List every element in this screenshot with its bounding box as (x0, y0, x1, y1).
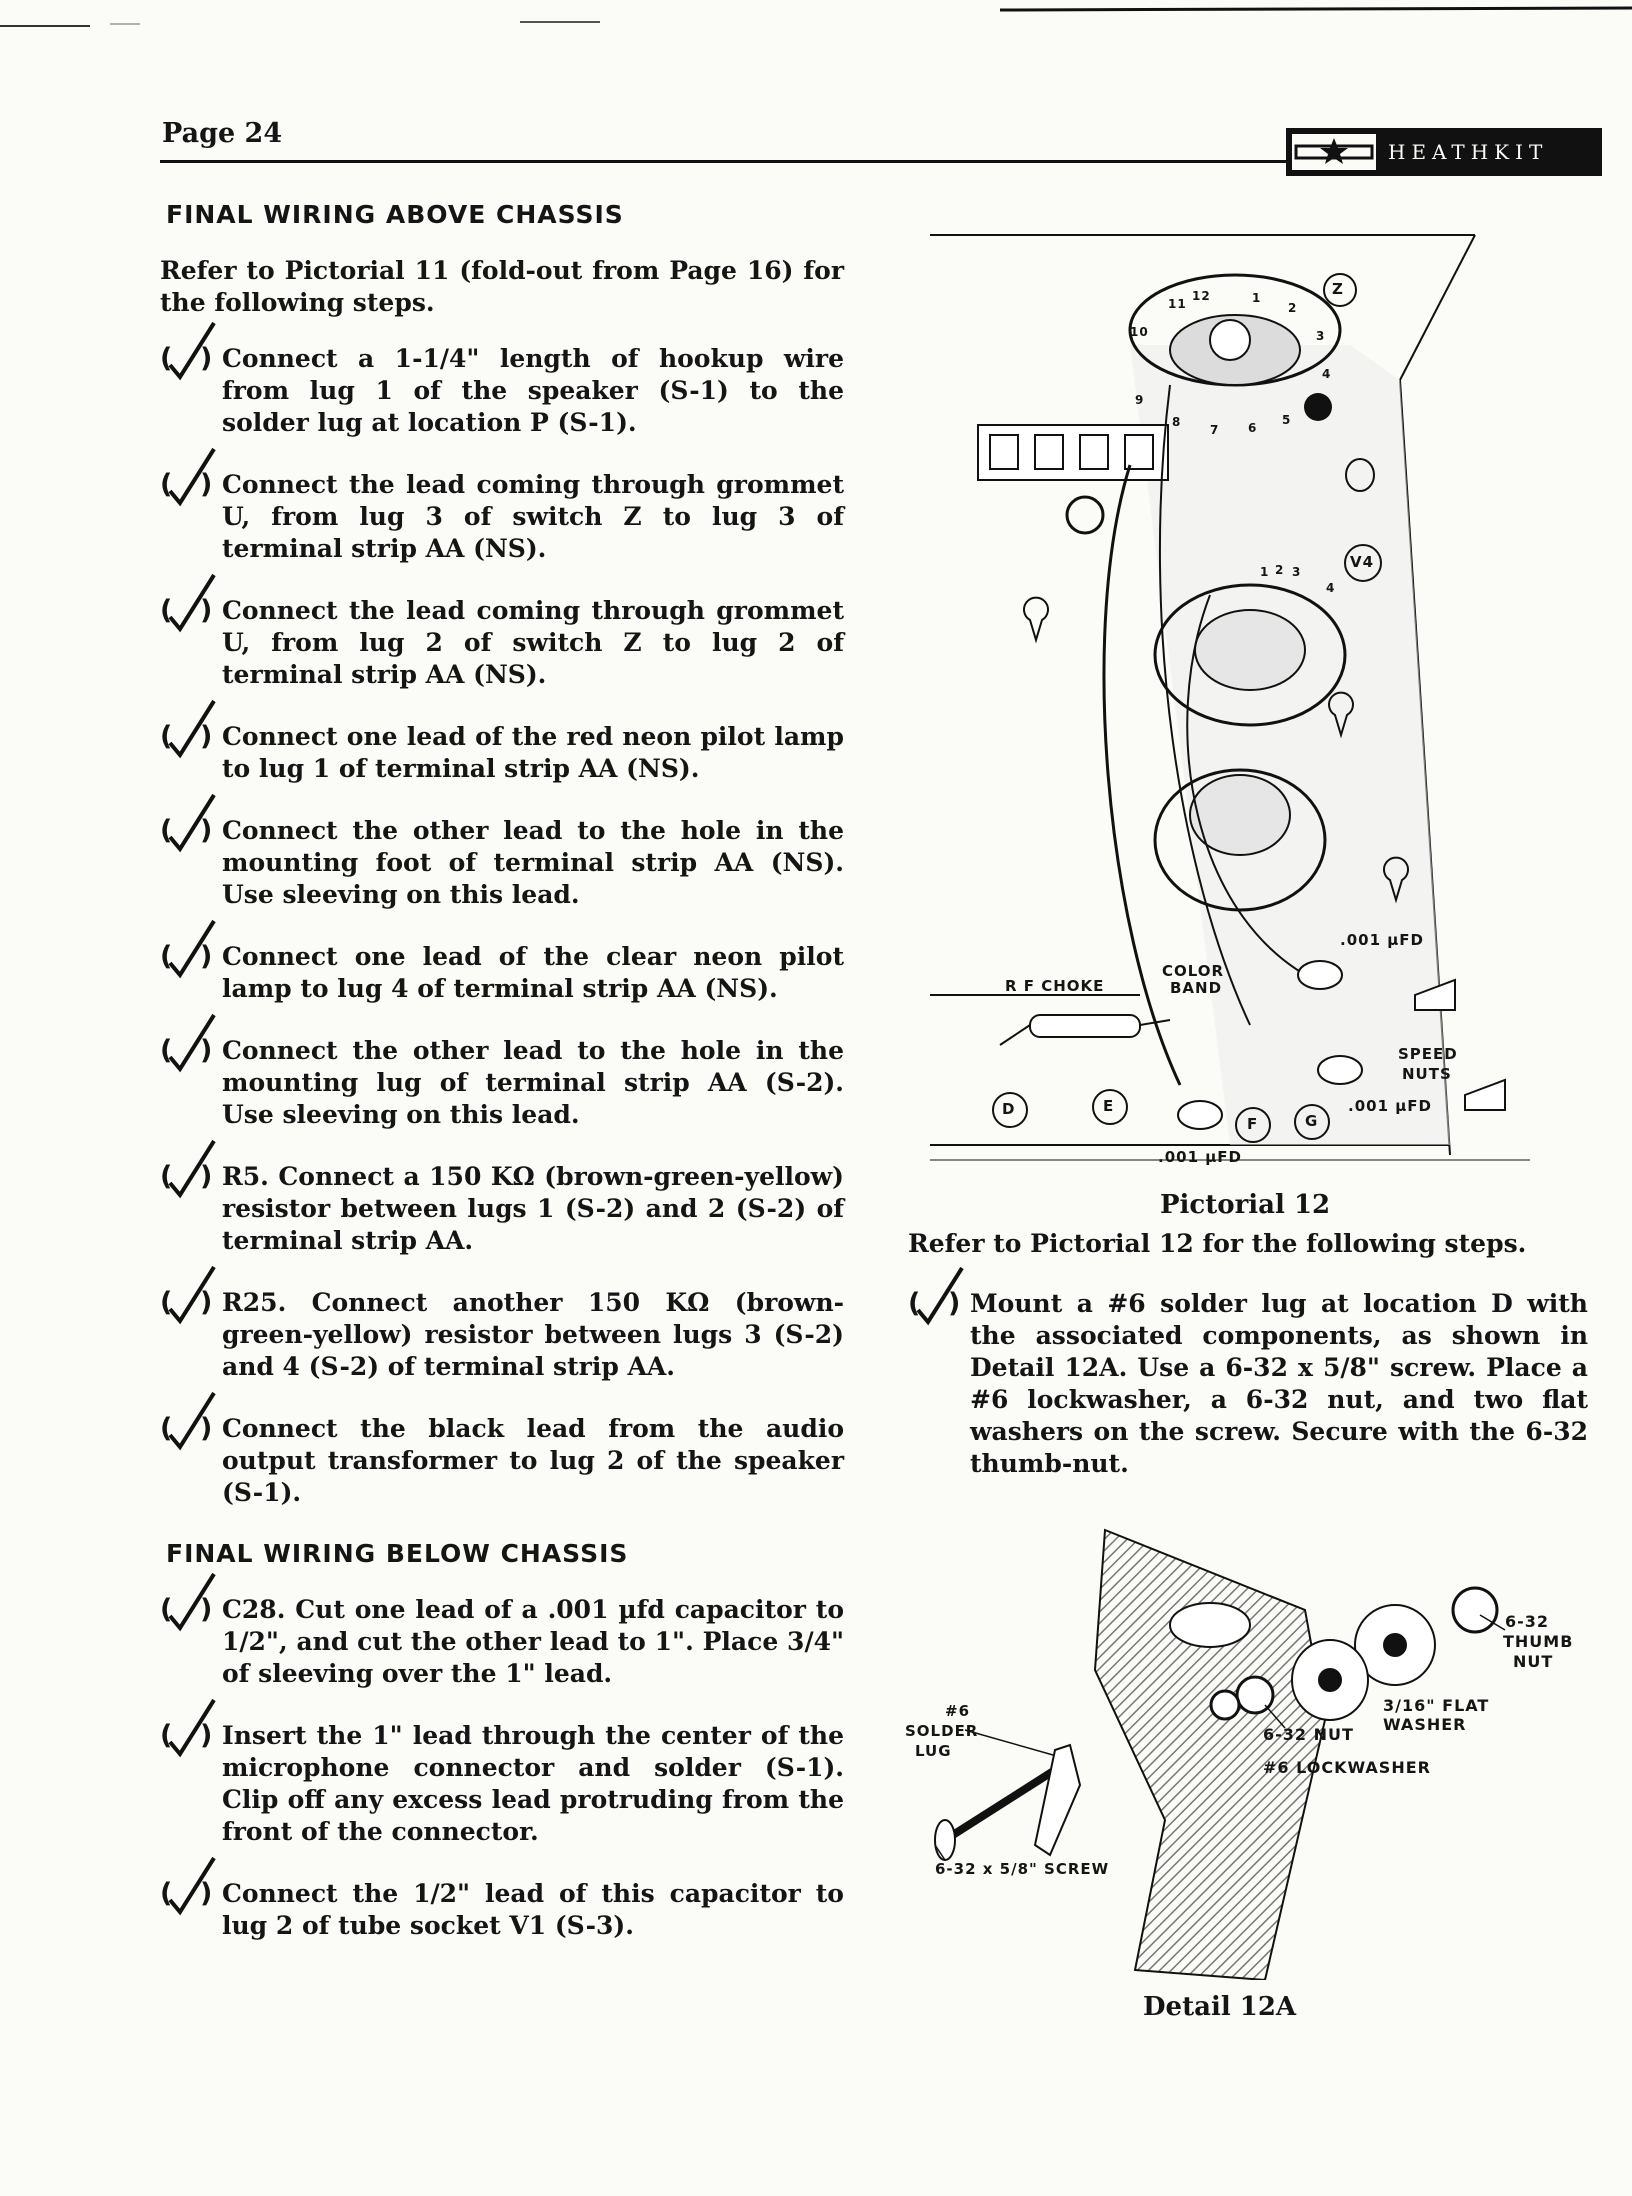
section-heading-above-chassis: FINAL WIRING ABOVE CHASSIS (166, 200, 624, 229)
step-item: ( ) Connect a 1-1/4" length of hookup wire from lug 1 of the speaker (S-1) to the solder lug at location P (S-1). (160, 343, 844, 439)
checkbox-close-paren: ) (200, 1720, 213, 1751)
step-item: ( ) Connect the other lead to the hole in the mounting foot of terminal strip AA (NS). Use sleeving on this lead. (160, 815, 844, 911)
label-lockwasher: #6 LOCKWASHER (1263, 1758, 1431, 1777)
label-v4: V4 (1350, 553, 1375, 571)
lug-number: 7 (1210, 423, 1220, 437)
checkbox-close-paren: ) (200, 815, 213, 846)
label-cap-001-a: .001 µFD (1340, 931, 1424, 949)
label-rf-choke: R F CHOKE (1005, 977, 1105, 995)
steps-below-chassis (160, 1594, 844, 1942)
step-text: Connect one lead of the red neon pilot lamp to lug 1 of terminal strip AA (NS). (222, 722, 844, 783)
step-item: ( ) Connect the lead coming through grommet U, from lug 2 of switch Z to lug 2 of terminal strip AA (NS). (160, 595, 844, 691)
left-column (160, 200, 844, 1972)
checkbox-close-paren: ) (200, 469, 213, 500)
step-text: Connect the lead coming through grommet U, from lug 3 of switch Z to lug 3 of terminal strip AA (NS). (222, 470, 844, 563)
checkbox-close-paren: ) (948, 1288, 961, 1319)
checkbox-close-paren: ) (200, 941, 213, 972)
steps-above-chassis (160, 343, 844, 1509)
step-item: ( ) Connect the black lead from the audio output transformer to lug 2 of the speaker (S-1). (160, 1413, 844, 1509)
label-g: G (1305, 1112, 1319, 1130)
pictorial-12-figure (930, 225, 1530, 1170)
lug-number: 11 (1168, 297, 1187, 311)
lug-number: 8 (1172, 415, 1182, 429)
step-item: ( ) Connect one lead of the red neon pilot lamp to lug 1 of terminal strip AA (NS). (160, 721, 844, 785)
label-solder: SOLDER (905, 1722, 979, 1740)
checkbox-close-paren: ) (200, 1287, 213, 1318)
step-text: Connect the black lead from the audio output transformer to lug 2 of the speaker (S-1). (222, 1414, 844, 1507)
step-text: Connect the other lead to the hole in the mounting lug of terminal strip AA (S-2). Use sleeving on this lead. (222, 1036, 844, 1129)
step-text: C28. Cut one lead of a .001 µfd capacitor to 1/2", and cut the other lead to 1". Place 3/4" of sleeving over the 1" lead. (222, 1595, 844, 1688)
label-e: E (1103, 1097, 1115, 1115)
checkbox-close-paren: ) (200, 1413, 213, 1444)
section-heading-below-chassis: FINAL WIRING BELOW CHASSIS (166, 1539, 629, 1568)
step-text: R5. Connect a 150 KΩ (brown-green-yellow) resistor between lugs 1 (S-2) and 2 (S-2) of terminal strip AA. (222, 1162, 844, 1255)
label-thumb: THUMB (1503, 1632, 1574, 1651)
label-z: Z (1332, 280, 1344, 298)
step-item: ( ) R25. Connect another 150 KΩ (brown-green-yellow) resistor between lugs 3 (S-2) and 4 (S-2) of terminal strip AA. (160, 1287, 844, 1383)
checkbox-close-paren: ) (200, 721, 213, 752)
lug-number: 2 (1288, 301, 1298, 315)
label-6-32-nut: 6-32 NUT (1263, 1725, 1354, 1744)
detail-12a-caption: Detail 12A (1143, 1992, 1297, 2022)
step-item: ( ) Connect the 1/2" lead of this capacitor to lug 2 of tube socket V1 (S-3). (160, 1878, 844, 1942)
intro-paragraph: Refer to Pictorial 11 (fold-out from Page 16) for the following steps. (160, 256, 844, 317)
label-cap-001-c: .001 µFD (1158, 1148, 1242, 1166)
lug-number: 3 (1292, 565, 1302, 579)
step-text: R25. Connect another 150 KΩ (brown-green-yellow) resistor between lugs 3 (S-2) and 4 (S-2) of terminal strip AA. (222, 1288, 844, 1381)
label-nuts: NUTS (1402, 1065, 1452, 1083)
lug-number: 1 (1260, 565, 1270, 579)
right-intro: Refer to Pictorial 12 for the following steps. (908, 1229, 1527, 1258)
checkbox-close-paren: ) (200, 1161, 213, 1192)
lug-number: 3 (1316, 329, 1326, 343)
lug-number: 9 (1135, 393, 1145, 407)
lug-number: 2 (1275, 563, 1285, 577)
lug-number: 5 (1282, 413, 1292, 427)
label-flat-washer: 3/16" FLAT WASHER (1383, 1696, 1490, 1734)
label-d: D (1002, 1100, 1016, 1118)
step-text: Mount a #6 solder lug at location D with the associated components, as shown in Detail 12A. Use a 6-32 x 5/8" screw. Place a #6 lockwasher, a 6-32 nut, and two flat washers on the screw. Secure with the 6-32 thumb-nut. (970, 1289, 1588, 1478)
logo-mark-icon (1292, 134, 1376, 170)
detail-drawing (905, 1500, 1565, 1980)
chassis-drawing (930, 225, 1530, 1170)
heathkit-logo (1286, 128, 1602, 176)
label-f: F (1247, 1115, 1259, 1133)
step-text: Connect the other lead to the hole in the mounting foot of terminal strip AA (NS). Use sleeving on this lead. (222, 816, 844, 909)
lug-number: 12 (1192, 289, 1211, 303)
step-item: ( ) Insert the 1" lead through the center of the microphone connector and solder (S-1). Clip off any excess lead protruding from the front of the connector. (160, 1720, 844, 1848)
label-color: COLOR (1162, 962, 1225, 980)
step-item: ( ) Connect one lead of the clear neon pilot lamp to lug 4 of terminal strip AA (NS). (160, 941, 844, 1005)
label-nut: NUT (1513, 1652, 1554, 1671)
checkbox-close-paren: ) (200, 595, 213, 626)
label-screw: 6-32 x 5/8" SCREW (935, 1860, 1110, 1878)
step-text: Connect a 1-1/4" length of hookup wire from lug 1 of the speaker (S-1) to the solder lug at location P (S-1). (222, 344, 844, 437)
lug-number: 4 (1326, 581, 1336, 595)
checkbox-close-paren: ) (200, 1594, 213, 1625)
page-number: Page 24 (162, 118, 283, 149)
lug-number: 1 (1252, 291, 1262, 305)
step-text: Connect the 1/2" lead of this capacitor to lug 2 of tube socket V1 (S-3). (222, 1879, 844, 1940)
label-speed: SPEED (1398, 1045, 1458, 1063)
step-text: Insert the 1" lead through the center of the microphone connector and solder (S-1). Clip off any excess lead protruding from the front of the connector. (222, 1721, 844, 1846)
label-solder-lug-size: #6 (945, 1702, 971, 1720)
label-band: BAND (1170, 979, 1223, 997)
lug-number: 6 (1248, 421, 1258, 435)
step-item: ( ) Connect the lead coming through grommet U, from lug 3 of switch Z to lug 3 of terminal strip AA (NS). (160, 469, 844, 565)
step-item: ( ) Connect the other lead to the hole in the mounting lug of terminal strip AA (S-2). Use sleeving on this lead. (160, 1035, 844, 1131)
step-text: Connect one lead of the clear neon pilot lamp to lug 4 of terminal strip AA (NS). (222, 942, 844, 1003)
lug-number: 10 (1130, 325, 1149, 339)
step-item: ( ) C28. Cut one lead of a .001 µfd capacitor to 1/2", and cut the other lead to 1". Place 3/4" of sleeving over the 1" lead. (160, 1594, 844, 1690)
checkbox-close-paren: ) (200, 343, 213, 374)
checkbox-close-paren: ) (200, 1035, 213, 1066)
label-cap-001-b: .001 µFD (1348, 1097, 1432, 1115)
scan-artifact (0, 0, 1632, 30)
checkbox-close-paren: ) (200, 1878, 213, 1909)
right-column (908, 1228, 1588, 1510)
pictorial-12-caption: Pictorial 12 (1160, 1190, 1331, 1220)
logo-text: HEATHKIT (1388, 140, 1549, 164)
label-lug: LUG (915, 1742, 952, 1760)
lug-number: 4 (1322, 367, 1332, 381)
step-text: Connect the lead coming through grommet U, from lug 2 of switch Z to lug 2 of terminal strip AA (NS). (222, 596, 844, 689)
label-thumb-nut-size: 6-32 (1505, 1612, 1550, 1631)
detail-12a-figure (905, 1500, 1574, 1980)
step-item: ( ) R5. Connect a 150 KΩ (brown-green-yellow) resistor between lugs 1 (S-2) and 2 (S-2) of terminal strip AA. (160, 1161, 844, 1257)
step-item: ( ) Mount a #6 solder lug at location D with the associated components, as shown in Detail 12A. Use a 6-32 x 5/8" screw. Place a #6 lockwasher, a 6-32 nut, and two flat washers on the screw. Secure with the 6-32 thumb-nut. (908, 1288, 1588, 1480)
